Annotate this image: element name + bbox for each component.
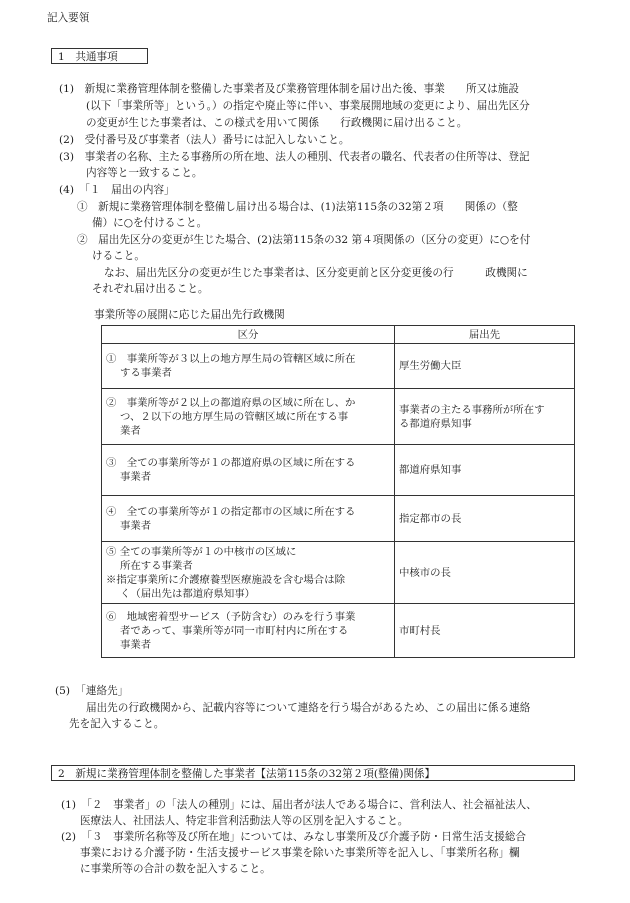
- table-header-row: [102, 326, 575, 344]
- section2-heading: 2 新規に業務管理体制を整備した事業者【法第115条の32第２項(整備)関係】: [51, 765, 575, 781]
- region-line: ① 事業所等が３以上の地方厚生局の管轄区域に所在: [106, 353, 356, 365]
- destination-cell: [395, 604, 575, 658]
- destination-line: 厚生労働大臣: [399, 360, 462, 372]
- region-line: ③ 全ての事業所等が１の都道府県の区域に所在する: [106, 457, 356, 469]
- text-line: (以下「事業所等」という。）の指定や廃止等に伴い、事業展開地域の変更により、届出先区分: [86, 100, 530, 112]
- region-line: ※指定事業所に介護療養型医療施設を含む場合は除: [106, 573, 345, 586]
- destination-cell: [395, 496, 575, 542]
- region-cell: [102, 542, 395, 604]
- table-row: [102, 389, 575, 445]
- destination-cell: [395, 389, 575, 445]
- text-line: 事業における介護予防・生活支援サービス事業を除いた事業所等を記入し、「事業所名称」欄: [80, 847, 520, 859]
- text-line: 先を記入すること。: [69, 718, 165, 730]
- region-line: く（届出先は都道府県知事）: [120, 587, 256, 600]
- document-title: 記入要領: [47, 12, 90, 24]
- region-cell: [102, 604, 395, 658]
- table-row: [102, 604, 575, 658]
- region-cell: [102, 496, 395, 542]
- section1-heading: 1 共通事項: [51, 48, 148, 64]
- table-row: [102, 542, 575, 604]
- region-line: 事業者: [120, 471, 152, 483]
- region-line: つ、２以下の地方厚生局の管轄区域に所在する事: [120, 410, 349, 423]
- text-line: なお、届出先区分の変更が生じた事業者は、区分変更前と区分変更後の行 政機関に: [104, 267, 528, 279]
- text-line: の変更が生じた事業者は、この様式を用いて関係 行政機関に届け出ること。: [86, 117, 468, 129]
- text-line: (1) 新規に業務管理体制を整備した事業者及び業務管理体制を届け出た後、事業 所又は施設: [59, 83, 519, 95]
- destination-line: 都道府県知事: [399, 464, 462, 476]
- destination-line: 中核市の長: [399, 566, 451, 579]
- text-line: ① 新規に業務管理体制を整備し届け出る場合は、(1)法第115条の32第２項 関係の（整: [77, 201, 518, 213]
- region-line: 事業者: [120, 638, 152, 651]
- table-row: [102, 496, 575, 542]
- text-line: (2) 「３ 事業所名称等及び所在地」については、みなし事業所及び介護予防・日常生活支援総合: [61, 831, 527, 843]
- destination-cell: [395, 542, 575, 604]
- column-header-region: 区分: [102, 326, 395, 344]
- region-line: する事業者: [120, 367, 172, 379]
- table-caption: 事業所等の展開に応じた届出先行政機関: [94, 309, 285, 321]
- text-line: に事業所等の合計の数を記入すること。: [80, 863, 271, 875]
- text-line: (1) 「２ 事業者」の「法人の種別」には、届出者が法人である場合に、営利法人、社会福祉法人、: [61, 799, 537, 811]
- destination-line: 事業者の主たる事務所が所在す: [399, 403, 545, 416]
- text-line: 医療法人、社団法人、特定非営利活動法人等の区別を記入すること。: [80, 815, 409, 827]
- text-line: 内容等と一致すること。: [86, 167, 203, 179]
- column-header-destination: 届出先: [395, 326, 575, 344]
- text-line: 届出先の行政機関から、記載内容等について連絡を行う場合があるため、この届出に係る連絡: [86, 702, 531, 714]
- destination-line: 市町村長: [399, 624, 441, 637]
- region-line: ⑥ 地域密着型サービス（予防含む）のみを行う事業: [106, 610, 356, 623]
- destination-line: る都道府県知事: [399, 417, 472, 430]
- item-4-heading: (4) 「１ 届出の内容」: [59, 184, 175, 196]
- table-row: [102, 445, 575, 496]
- region-line: 所在する事業者: [120, 559, 193, 572]
- region-line: ⑤ 全ての事業所等が１の中核市の区域に: [106, 545, 297, 558]
- table-row: [102, 344, 575, 389]
- destination-cell: [395, 344, 575, 389]
- region-line: ② 事業所等が２以上の都道府県の区域に所在し、か: [106, 396, 356, 409]
- region-line: ④ 全ての事業所等が１の指定都市の区域に所在する: [106, 505, 356, 518]
- section1-item-2: (2) 受付番号及び事業者（法人）番号には記入しないこと。: [59, 134, 350, 146]
- region-cell: [102, 344, 395, 389]
- region-line: 事業者: [120, 519, 152, 532]
- region-cell: [102, 389, 395, 445]
- region-line: 業者: [120, 424, 141, 437]
- destination-line: 指定都市の長: [399, 512, 462, 525]
- destination-cell: [395, 445, 575, 496]
- item-5-heading: (5) 「連絡先」: [55, 685, 129, 697]
- text-line: けること。: [92, 250, 145, 262]
- jurisdiction-table: [101, 325, 575, 658]
- text-line: (3) 事業者の名称、主たる事務所の所在地、法人の種別、代表者の職名、代表者の住所等は、登記: [59, 151, 530, 163]
- text-line: 備）に○を付けること。: [92, 217, 208, 229]
- text-line: ② 届出先区分の変更が生じた場合、(2)法第115条の32 第４項関係の（区分の変更）に○を付: [77, 234, 531, 246]
- region-cell: [102, 445, 395, 496]
- region-line: 者であって、事業所等が同一市町村内に所在する: [120, 624, 349, 637]
- text-line: それぞれ届け出ること。: [92, 283, 209, 295]
